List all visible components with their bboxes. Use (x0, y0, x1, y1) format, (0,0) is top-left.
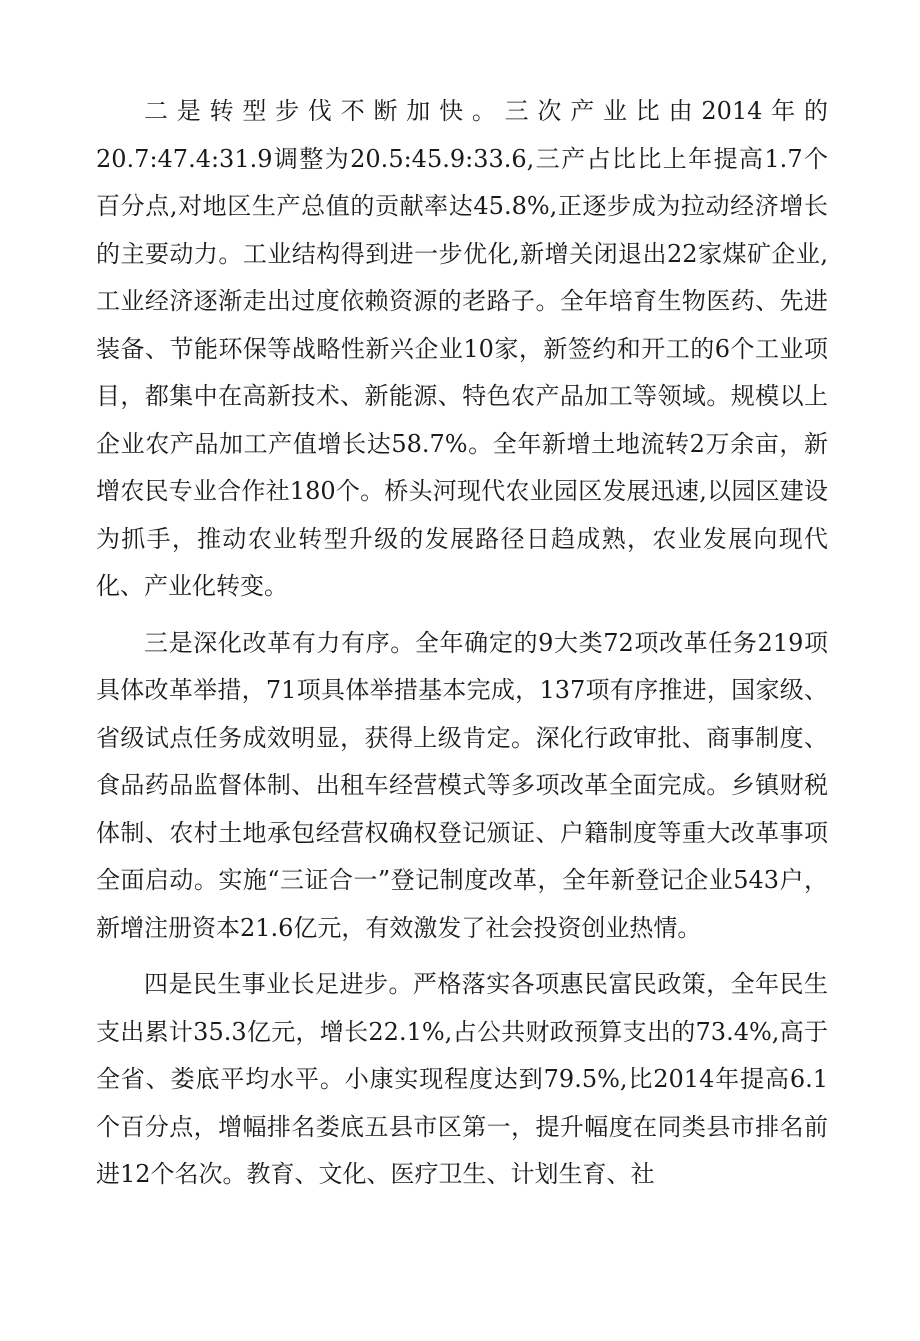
document-page (96, 88, 828, 1199)
paragraph-transformation: 二是转型步伐不断加快。三次产业比由2014年的20.7:47.4:31.9调整为20.5:45.9:33.6,三产占比比上年提高1.7个百分点,对地区生产总值的贡献率达45.8%,正逐步成为拉动经济增长的主要动力。工业结构得到进一步优化,新增关闭退出22家煤矿企业,工业经济逐渐走出过度依赖资源的老路子。全年培育生物医药、先进装备、节能环保等战略性新兴企业10家，新签约和开工的6个工业项目，都集中在高新技术、新能源、特色农产品加工等领域。规模以上企业农产品加工产值增长达58.7%。全年新增土地流转2万余亩，新增农民专业合作社180个。桥头河现代农业园区发展迅速,以园区建设为抓手，推动农业转型升级的发展路径日趋成熟，农业发展向现代化、产业化转变。 (96, 97, 828, 600)
paragraph-livelihood: 四是民生事业长足进步。严格落实各项惠民富民政策，全年民生支出累计35.3亿元，增长22.1%,占公共财政预算支出的73.4%,高于全省、娄底平均水平。小康实现程度达到79.5%,比2014年提高6.1个百分点，增幅排名娄底五县市区第一，提升幅度在同类县市排名前进12个名次。教育、文化、医疗卫生、计划生育、社 (96, 970, 828, 1188)
paragraph-reform: 三是深化改革有力有序。全年确定的9大类72项改革任务219项具体改革举措，71项具体举措基本完成，137项有序推进，国家级、省级试点任务成效明显，获得上级肯定。深化行政审批、商事制度、食品药品监督体制、出租车经营模式等多项改革全面完成。乡镇财税体制、农村土地承包经营权确权登记颁证、户籍制度等重大改革事项全面启动。实施“三证合一”登记制度改革，全年新登记企业543户，新增注册资本21.6亿元，有效激发了社会投资创业热情。 (96, 628, 828, 942)
